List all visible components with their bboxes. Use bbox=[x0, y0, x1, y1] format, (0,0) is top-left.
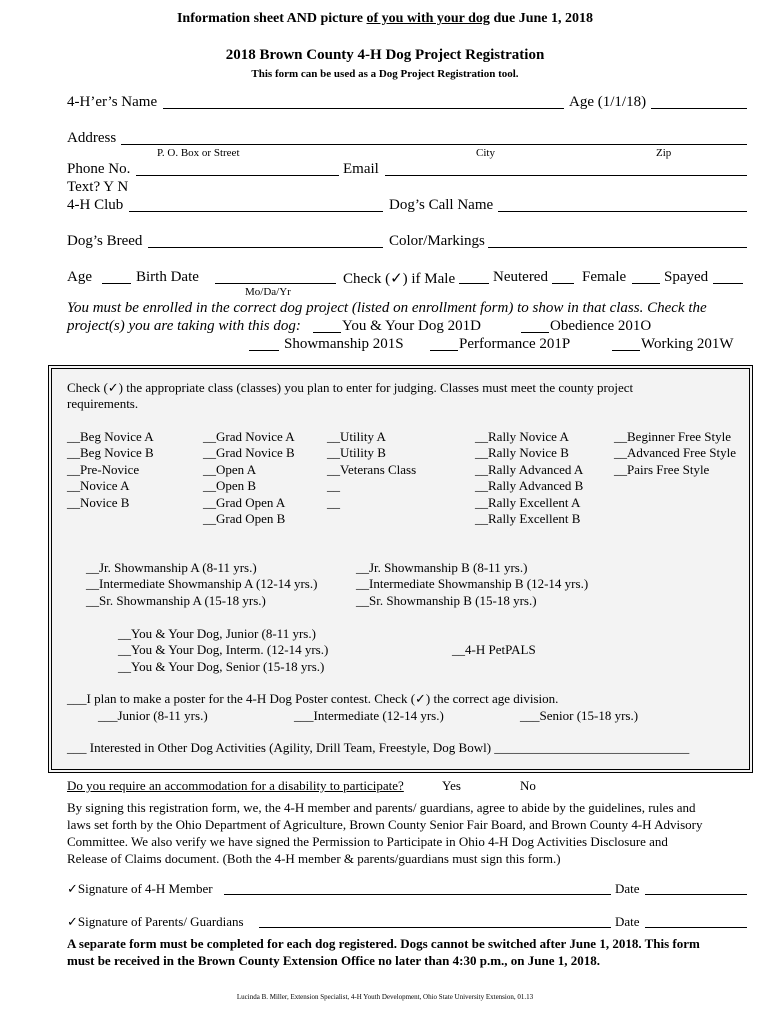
credit-line: Lucinda B. Miller, Extension Specialist, 4-H Youth Development, Ohio State University Extension, 01.13 bbox=[236, 993, 534, 1001]
address-field[interactable] bbox=[121, 144, 747, 145]
class-column-4 bbox=[475, 429, 583, 527]
dog-age-label: Age bbox=[67, 269, 92, 285]
birth-date-field[interactable] bbox=[215, 283, 336, 284]
accommodation-yes[interactable]: Yes bbox=[442, 778, 461, 793]
class-option[interactable]: __Advanced Free Style bbox=[614, 445, 737, 461]
class-option[interactable]: __Rally Novice B bbox=[475, 445, 569, 461]
class-option[interactable]: __ bbox=[327, 478, 340, 494]
showmanship-option[interactable]: __Sr. Showmanship B (15-18 yrs.) bbox=[356, 592, 537, 608]
you-your-dog-blank[interactable] bbox=[313, 332, 341, 333]
city-caption: City bbox=[476, 147, 495, 159]
color-label: Color/Markings bbox=[389, 233, 485, 249]
check-male-label: Check (✓) if Male bbox=[343, 271, 456, 287]
class-option[interactable]: __Rally Excellent A bbox=[475, 494, 581, 510]
showmanship-option[interactable]: __Intermediate Showmanship A (12-14 yrs.) bbox=[86, 576, 318, 592]
showmanship-a-options bbox=[86, 560, 317, 609]
accommodation-no[interactable]: No bbox=[520, 778, 536, 793]
obedience-blank[interactable] bbox=[521, 332, 549, 333]
agreement-line: laws set forth by the Ohio Department of Agriculture, Brown County Senior Fair Board, and Brown County 4-H Advisory bbox=[67, 817, 703, 832]
class-option[interactable]: __Novice B bbox=[67, 494, 130, 510]
project-note-line2: project(s) you are taking with this dog: bbox=[67, 318, 301, 334]
class-option[interactable]: __Grad Novice A bbox=[203, 429, 295, 444]
agreement-line: By signing this registration form, we, the 4-H member and parents/ guardians, agree to abide by the guidelines, rules and bbox=[67, 800, 696, 815]
footer-note-line1: A separate form must be completed for each dog registered. Dogs cannot be switched after June 1, 2018. This form bbox=[67, 936, 700, 951]
text-option[interactable]: Text? Y N bbox=[67, 179, 129, 195]
class-option[interactable]: __Open A bbox=[203, 461, 257, 477]
name-field[interactable] bbox=[163, 108, 564, 109]
class-option[interactable]: __Beg Novice B bbox=[67, 445, 154, 461]
class-option[interactable]: __ bbox=[327, 494, 340, 510]
spayed-label: Spayed bbox=[664, 269, 709, 285]
showmanship-option[interactable]: __Jr. Showmanship A (8-11 yrs.) bbox=[86, 560, 257, 575]
class-option[interactable]: __Novice A bbox=[67, 478, 130, 494]
neutered-label: Neutered bbox=[493, 269, 548, 285]
age-field[interactable] bbox=[651, 108, 747, 109]
heading-suffix: due June 1, 2018 bbox=[489, 11, 594, 26]
class-option[interactable]: __Rally Advanced B bbox=[475, 478, 584, 494]
class-option[interactable]: __Beginner Free Style bbox=[614, 429, 731, 444]
birth-date-label: Birth Date bbox=[136, 269, 199, 285]
heading-underlined: of you with your dog bbox=[366, 11, 490, 26]
class-instructions-line1: Check (✓) the appropriate class (classes) you plan to enter for judging. Classes must meet the county project bbox=[67, 380, 634, 395]
breed-label: Dog’s Breed bbox=[67, 233, 143, 249]
accommodation-question: Do you require an accommodation for a disability to participate? bbox=[67, 778, 404, 793]
color-field[interactable] bbox=[488, 247, 747, 248]
you-your-dog-option[interactable]: __You & Your Dog, Junior (8-11 yrs.) bbox=[118, 626, 316, 641]
form-subtitle: This form can be used as a Dog Project Registration tool. bbox=[251, 68, 519, 80]
class-instructions-line2: requirements. bbox=[67, 396, 139, 411]
class-option[interactable]: __Rally Advanced A bbox=[475, 461, 584, 477]
female-field[interactable] bbox=[632, 283, 660, 284]
class-option[interactable]: __Veterans Class bbox=[327, 461, 417, 477]
showmanship-option[interactable]: __Jr. Showmanship B (8-11 yrs.) bbox=[356, 560, 528, 575]
you-your-dog-options bbox=[118, 626, 328, 675]
class-option[interactable]: __Rally Excellent B bbox=[475, 511, 581, 527]
project-you-your-dog: You & Your Dog 201D bbox=[342, 318, 481, 334]
class-column-3 bbox=[327, 429, 416, 511]
class-option[interactable]: __Grad Novice B bbox=[203, 445, 295, 461]
call-name-label: Dog’s Call Name bbox=[389, 197, 494, 213]
parent-signature-field[interactable] bbox=[259, 927, 611, 928]
address-label: Address bbox=[67, 130, 117, 146]
email-label: Email bbox=[343, 161, 379, 177]
member-date-field[interactable] bbox=[645, 894, 747, 895]
female-label: Female bbox=[582, 269, 627, 285]
call-name-field[interactable] bbox=[498, 211, 747, 212]
parent-signature-label: ✓Signature of Parents/ Guardians bbox=[67, 914, 244, 929]
footer-note-line2: must be received in the Brown County Extension Office no later than 4:30 p.m., on June 1, 2018. bbox=[67, 953, 601, 968]
working-blank[interactable] bbox=[612, 350, 640, 351]
breed-field[interactable] bbox=[148, 247, 383, 248]
class-option[interactable]: __Grad Open A bbox=[203, 494, 286, 510]
name-label: 4-H’er’s Name bbox=[67, 94, 158, 110]
class-option[interactable]: __Grad Open B bbox=[203, 511, 286, 527]
agreement-line: Committee. We also verify we have signed the Permission to Participate in Ohio 4-H Dog Activities Disclosure and bbox=[67, 834, 668, 849]
class-option[interactable]: __Utility A bbox=[327, 429, 386, 444]
dog-age-field[interactable] bbox=[102, 283, 131, 284]
club-field[interactable] bbox=[129, 211, 383, 212]
spayed-field[interactable] bbox=[713, 283, 743, 284]
you-your-dog-option[interactable]: __You & Your Dog, Interm. (12-14 yrs.) bbox=[118, 642, 329, 658]
you-your-dog-option[interactable]: __You & Your Dog, Senior (15-18 yrs.) bbox=[118, 658, 325, 674]
heading-prefix: Information sheet AND picture bbox=[176, 11, 367, 26]
project-performance: Performance 201P bbox=[459, 336, 571, 352]
date-format-caption: Mo/Da/Yr bbox=[245, 286, 291, 298]
other-activities-option[interactable]: ___ Interested in Other Dog Activities (Agility, Drill Team, Freestyle, Dog Bowl) ______________________________ bbox=[67, 740, 690, 755]
email-field[interactable] bbox=[385, 175, 747, 176]
petpals-option[interactable]: __4-H PetPALS bbox=[452, 642, 536, 657]
class-option[interactable]: __Utility B bbox=[327, 445, 386, 461]
class-option[interactable]: __Open B bbox=[203, 478, 257, 494]
neutered-field[interactable] bbox=[552, 283, 574, 284]
poster-intermediate-option[interactable]: ___Intermediate (12-14 yrs.) bbox=[294, 708, 444, 723]
class-column-1 bbox=[67, 429, 154, 511]
showmanship-b-options bbox=[356, 560, 588, 609]
po-box-caption: P. O. Box or Street bbox=[157, 147, 240, 159]
member-signature-label: ✓Signature of 4-H Member bbox=[67, 881, 213, 896]
age-label: Age (1/1/18) bbox=[569, 94, 647, 110]
poster-contest-option[interactable]: ___I plan to make a poster for the 4-H Dog Poster contest. Check (✓) the correct age division. bbox=[67, 691, 559, 706]
page-heading bbox=[0, 11, 770, 27]
showmanship-option[interactable]: __Intermediate Showmanship B (12-14 yrs.) bbox=[356, 576, 589, 592]
project-note-line1: You must be enrolled in the correct dog project (listed on enrollment form) to show in that class. Check the bbox=[67, 300, 707, 316]
class-option[interactable]: __Pairs Free Style bbox=[614, 461, 710, 477]
class-option[interactable]: __Beg Novice A bbox=[67, 429, 154, 444]
phone-label: Phone No. bbox=[67, 161, 131, 177]
form-title: 2018 Brown County 4-H Dog Project Registration bbox=[225, 47, 545, 63]
performance-blank[interactable] bbox=[430, 350, 458, 351]
agreement-paragraph bbox=[67, 799, 702, 867]
project-working: Working 201W bbox=[641, 336, 734, 352]
project-obedience: Obedience 201O bbox=[550, 318, 652, 334]
phone-field[interactable] bbox=[136, 175, 339, 176]
class-column-5 bbox=[614, 429, 736, 478]
member-date-label: Date bbox=[615, 881, 640, 896]
agreement-line: Release of Claims document. (Both the 4-H member & parents/guardians must sign this form.) bbox=[67, 851, 561, 866]
class-column-2 bbox=[203, 429, 295, 527]
parent-date-field[interactable] bbox=[645, 927, 747, 928]
zip-caption: Zip bbox=[656, 147, 672, 159]
showmanship-blank[interactable] bbox=[249, 350, 279, 351]
parent-date-label: Date bbox=[615, 914, 640, 929]
poster-junior-option[interactable]: ___Junior (8-11 yrs.) bbox=[98, 708, 208, 723]
class-option[interactable]: __Pre-Novice bbox=[67, 461, 140, 477]
poster-senior-option[interactable]: ___Senior (15-18 yrs.) bbox=[520, 708, 639, 723]
club-label: 4-H Club bbox=[67, 197, 124, 213]
member-signature-field[interactable] bbox=[224, 894, 611, 895]
class-option[interactable]: __Rally Novice A bbox=[475, 429, 569, 444]
project-showmanship: Showmanship 201S bbox=[284, 336, 404, 352]
male-field[interactable] bbox=[459, 283, 489, 284]
showmanship-option[interactable]: __Sr. Showmanship A (15-18 yrs.) bbox=[86, 592, 266, 608]
